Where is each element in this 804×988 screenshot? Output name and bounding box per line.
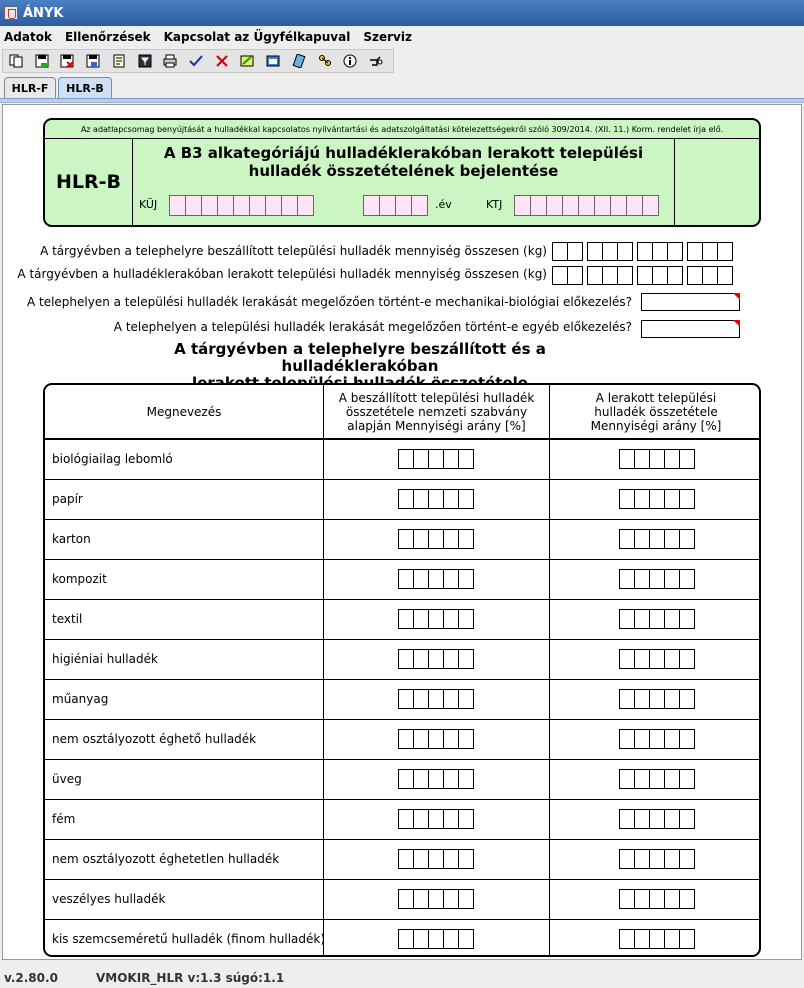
- question-mbt-pretreatment: A telephelyen a települési hulladék lerakását megelőzően történt-e mechanikai-biológiai előkezelés?: [26, 295, 632, 309]
- menu-bar: [0, 26, 804, 48]
- question-other-pretreatment: A telephelyen a települési hulladék lerakását megelőzően történt-e egyéb előkezelés?: [113, 320, 632, 334]
- print-icon[interactable]: [161, 52, 179, 70]
- window-title: ÁNYK: [23, 5, 64, 21]
- edit-icon[interactable]: [239, 52, 257, 70]
- table-row: [45, 520, 761, 560]
- form-page: [2, 104, 802, 960]
- save-icon[interactable]: [33, 52, 51, 70]
- table-row: [45, 640, 761, 680]
- landfilled-share-field[interactable]: [619, 769, 694, 789]
- header-delivered: A beszállított települési hulladék összetétele nemzeti szabvány alapján Mennyiségi arány [%]: [338, 391, 535, 433]
- menu-ellenorzesek[interactable]: Ellenőrzések: [64, 30, 151, 44]
- ktj-label: KTJ: [486, 198, 503, 211]
- mbt-pretreatment-select[interactable]: [641, 293, 740, 311]
- check-icon[interactable]: [187, 52, 205, 70]
- delivered-share-field[interactable]: [398, 569, 473, 589]
- menu-szerviz[interactable]: Szerviz: [363, 30, 412, 44]
- header-name: Megnevezés: [146, 405, 222, 419]
- landfilled-share-field[interactable]: [619, 569, 694, 589]
- title-bar: [0, 0, 804, 26]
- delivered-share-field[interactable]: [398, 769, 473, 789]
- tab-divider: [0, 98, 804, 103]
- toolbar: [2, 49, 394, 73]
- landfilled-share-field[interactable]: [619, 689, 694, 709]
- other-pretreatment-select[interactable]: [641, 320, 740, 338]
- table-row: [45, 600, 761, 640]
- table-row: [45, 440, 761, 480]
- filter-icon[interactable]: [136, 52, 154, 70]
- ktj-field[interactable]: [514, 195, 658, 216]
- year-field[interactable]: [363, 195, 427, 216]
- table-row: [45, 560, 761, 600]
- table-row: [45, 800, 761, 840]
- delivered-share-field[interactable]: [398, 529, 473, 549]
- landfilled-share-field[interactable]: [619, 729, 694, 749]
- delivered-total-field[interactable]: [552, 242, 732, 261]
- delivered-share-field[interactable]: [398, 449, 473, 469]
- delivered-share-field[interactable]: [398, 689, 473, 709]
- year-label: .év: [435, 198, 452, 211]
- info-icon[interactable]: [342, 52, 360, 70]
- row-label: nem osztályozott éghetetlen hulladék: [52, 852, 280, 866]
- delivered-share-field[interactable]: [398, 809, 473, 829]
- composition-title-line1: A tárgyévben a telephelyre beszállított és a hulladéklerakóban: [174, 340, 546, 375]
- form-title: [133, 144, 674, 180]
- delivered-share-field[interactable]: [398, 649, 473, 669]
- delivered-share-field[interactable]: [398, 489, 473, 509]
- tab-hlr-b[interactable]: HLR-B: [58, 77, 112, 99]
- table-row: [45, 720, 761, 760]
- row-label: veszélyes hulladék: [52, 892, 166, 906]
- form-header: [43, 118, 761, 227]
- form-title-line1: A B3 alkategóriájú hulladéklerakóban lerakott települési: [163, 144, 644, 162]
- menu-adatok[interactable]: Adatok: [4, 30, 52, 44]
- row-label: biológiailag lebomló: [52, 452, 173, 466]
- row-label: textil: [52, 612, 83, 626]
- landfilled-share-field[interactable]: [619, 489, 694, 509]
- landfilled-share-field[interactable]: [619, 609, 694, 629]
- law-reference: Az adatlapcsomag benyújtását a hulladékkal kapcsolatos nyilvántartási és adatszolgáltatási kötelezettségekről szóló 309/2014. (XII. 11.) Korm. rendelet írja elő.: [45, 120, 759, 139]
- row-label: higiéniai hulladék: [52, 652, 158, 666]
- landfilled-total-field[interactable]: [552, 266, 732, 285]
- row-label: papír: [52, 492, 83, 506]
- landfilled-share-field[interactable]: [619, 849, 694, 869]
- table-row: [45, 840, 761, 880]
- delivered-share-field[interactable]: [398, 889, 473, 909]
- tab-strip: [0, 75, 804, 99]
- row-label: kis szemcseméretű hulladék (finom hulladék): [52, 932, 326, 946]
- table-row: [45, 920, 761, 957]
- form-id: HLR-B: [45, 139, 133, 225]
- form-title-line2: hulladék összetételének bejelentése: [248, 162, 559, 180]
- delete-icon[interactable]: [213, 52, 231, 70]
- landfilled-share-field[interactable]: [619, 529, 694, 549]
- row-label: karton: [52, 532, 91, 546]
- composition-table: [43, 383, 761, 957]
- delivered-share-field[interactable]: [398, 609, 473, 629]
- calendar-icon[interactable]: [264, 52, 282, 70]
- row-label: fém: [52, 812, 76, 826]
- version-label: v.2.80.0: [4, 971, 58, 985]
- save-close-icon[interactable]: [58, 52, 76, 70]
- kuj-label: KÜJ: [139, 198, 158, 211]
- module-label: VMOKIR_HLR v:1.3 súgó:1.1: [96, 971, 285, 985]
- kuj-field[interactable]: [169, 195, 313, 216]
- landfilled-share-field[interactable]: [619, 449, 694, 469]
- header-right-cell: [674, 139, 759, 225]
- tab-hlr-f[interactable]: HLR-F: [4, 77, 56, 99]
- table-row: [45, 760, 761, 800]
- save-as-icon[interactable]: [84, 52, 102, 70]
- status-bar: [0, 968, 804, 988]
- copy-icon[interactable]: [7, 52, 25, 70]
- print-preview-icon[interactable]: [110, 52, 128, 70]
- table-row: [45, 680, 761, 720]
- landfilled-share-field[interactable]: [619, 929, 694, 949]
- calculator-icon[interactable]: [290, 52, 308, 70]
- row-label: üveg: [52, 772, 82, 786]
- attachment-icon[interactable]: [316, 52, 334, 70]
- delivered-share-field[interactable]: [398, 849, 473, 869]
- landfilled-share-field[interactable]: [619, 889, 694, 909]
- question-landfilled-total: A tárgyévben a hulladéklerakóban lerakott települési hulladék mennyiség összesen (kg): [17, 267, 547, 281]
- header-landfilled: A lerakott települési hulladék összetétele Mennyiségi arány [%]: [590, 391, 722, 433]
- row-label: műanyag: [52, 692, 109, 706]
- landfilled-share-field[interactable]: [619, 649, 694, 669]
- landfilled-share-field[interactable]: [619, 809, 694, 829]
- question-delivered-total: A tárgyévben a telephelyre beszállított települési hulladék mennyiség összesen (kg): [40, 244, 547, 258]
- table-row: [45, 880, 761, 920]
- help-icon[interactable]: [367, 52, 385, 70]
- row-label: nem osztályozott éghető hulladék: [52, 732, 257, 746]
- table-row: [45, 480, 761, 520]
- java-cup-icon: [4, 6, 18, 20]
- delivered-share-field[interactable]: [398, 929, 473, 949]
- row-label: kompozit: [52, 572, 107, 586]
- delivered-share-field[interactable]: [398, 729, 473, 749]
- menu-kapcsolat[interactable]: Kapcsolat az Ügyfélkapuval: [163, 30, 351, 44]
